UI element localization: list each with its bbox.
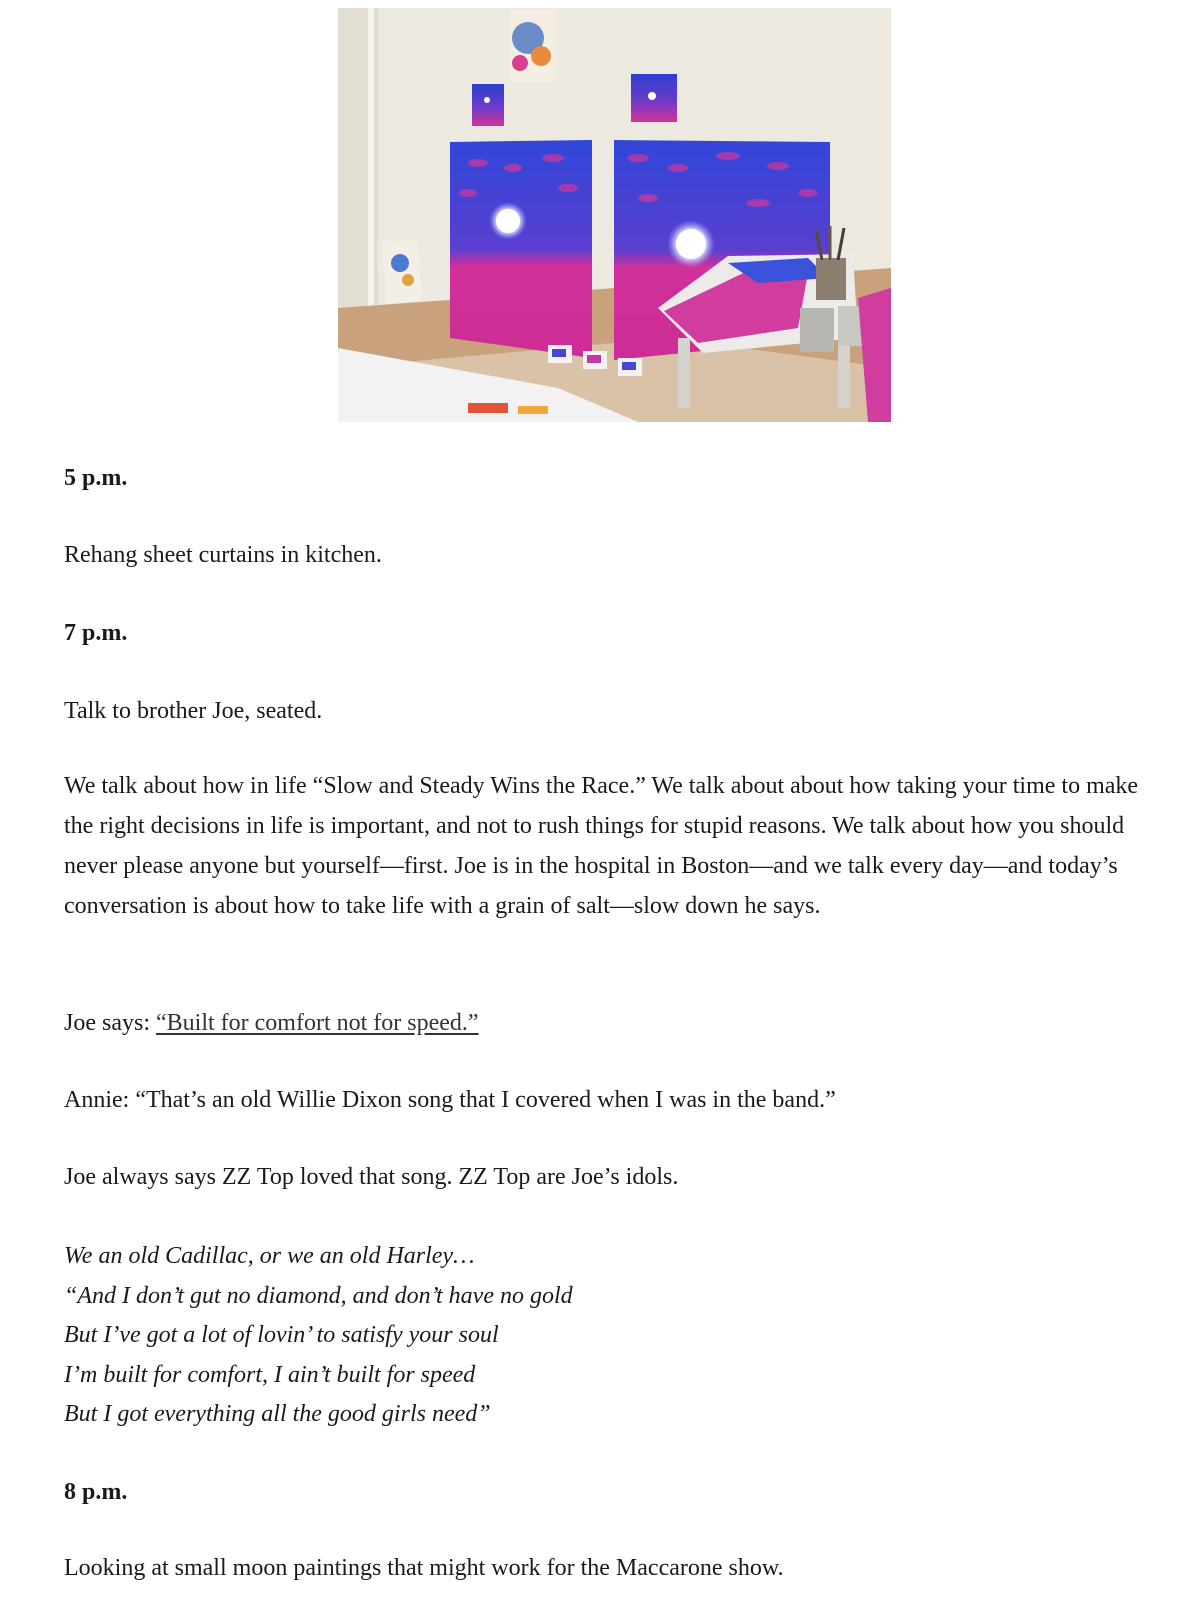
entry-7pm-intro: Talk to brother Joe, seated.	[64, 698, 323, 724]
lyric-line: “And I don’t gut no diamond, and don’t have no gold	[64, 1282, 573, 1309]
entry-7pm-conversation: We talk about how in life “Slow and Steady Wins the Race.” We talk about about how taking your time to make the right decisions in life is important, and not to rush things for stupid reasons. We talk about how you should never please anyone but yourself—first. Joe is in the hospital in Boston—and we talk every day—and today’s conversation is about how to take life with a grain of salt—slow down he says.	[64, 773, 1139, 919]
lyric-line: But I’ve got a lot of lovin’ to satisfy your soul	[64, 1322, 499, 1348]
built-for-comfort-link[interactable]: “Built for comfort not for speed.”	[156, 1010, 479, 1036]
annie-quote: Annie: “That’s an old Willie Dixon song that I covered when I was in the band.”	[64, 1087, 836, 1113]
studio-photo	[338, 8, 891, 422]
song-lyrics	[64, 1237, 573, 1435]
zz-top-note: Joe always says ZZ Top loved that song. ZZ Top are Joe’s idols.	[64, 1164, 679, 1190]
lyric-line: But I got everything all the good girls need”	[64, 1401, 491, 1427]
lyric-line: I’m built for comfort, I ain’t built for speed	[64, 1361, 476, 1388]
time-heading-7pm: 7 p.m.	[64, 620, 128, 646]
joe-quote-paragraph	[64, 1003, 1164, 1043]
time-heading-5pm: 5 p.m.	[64, 465, 128, 491]
time-heading-8pm: 8 p.m.	[64, 1479, 128, 1505]
lyric-line: We an old Cadillac, or we an old Harley…	[64, 1243, 475, 1269]
entry-8pm-text: Looking at small moon paintings that might work for the Maccarone show.	[64, 1555, 784, 1581]
joe-quote-prefix: Joe says:	[64, 1010, 156, 1036]
studio-photo-illustration	[338, 8, 891, 422]
entry-5pm-text: Rehang sheet curtains in kitchen.	[64, 542, 382, 568]
